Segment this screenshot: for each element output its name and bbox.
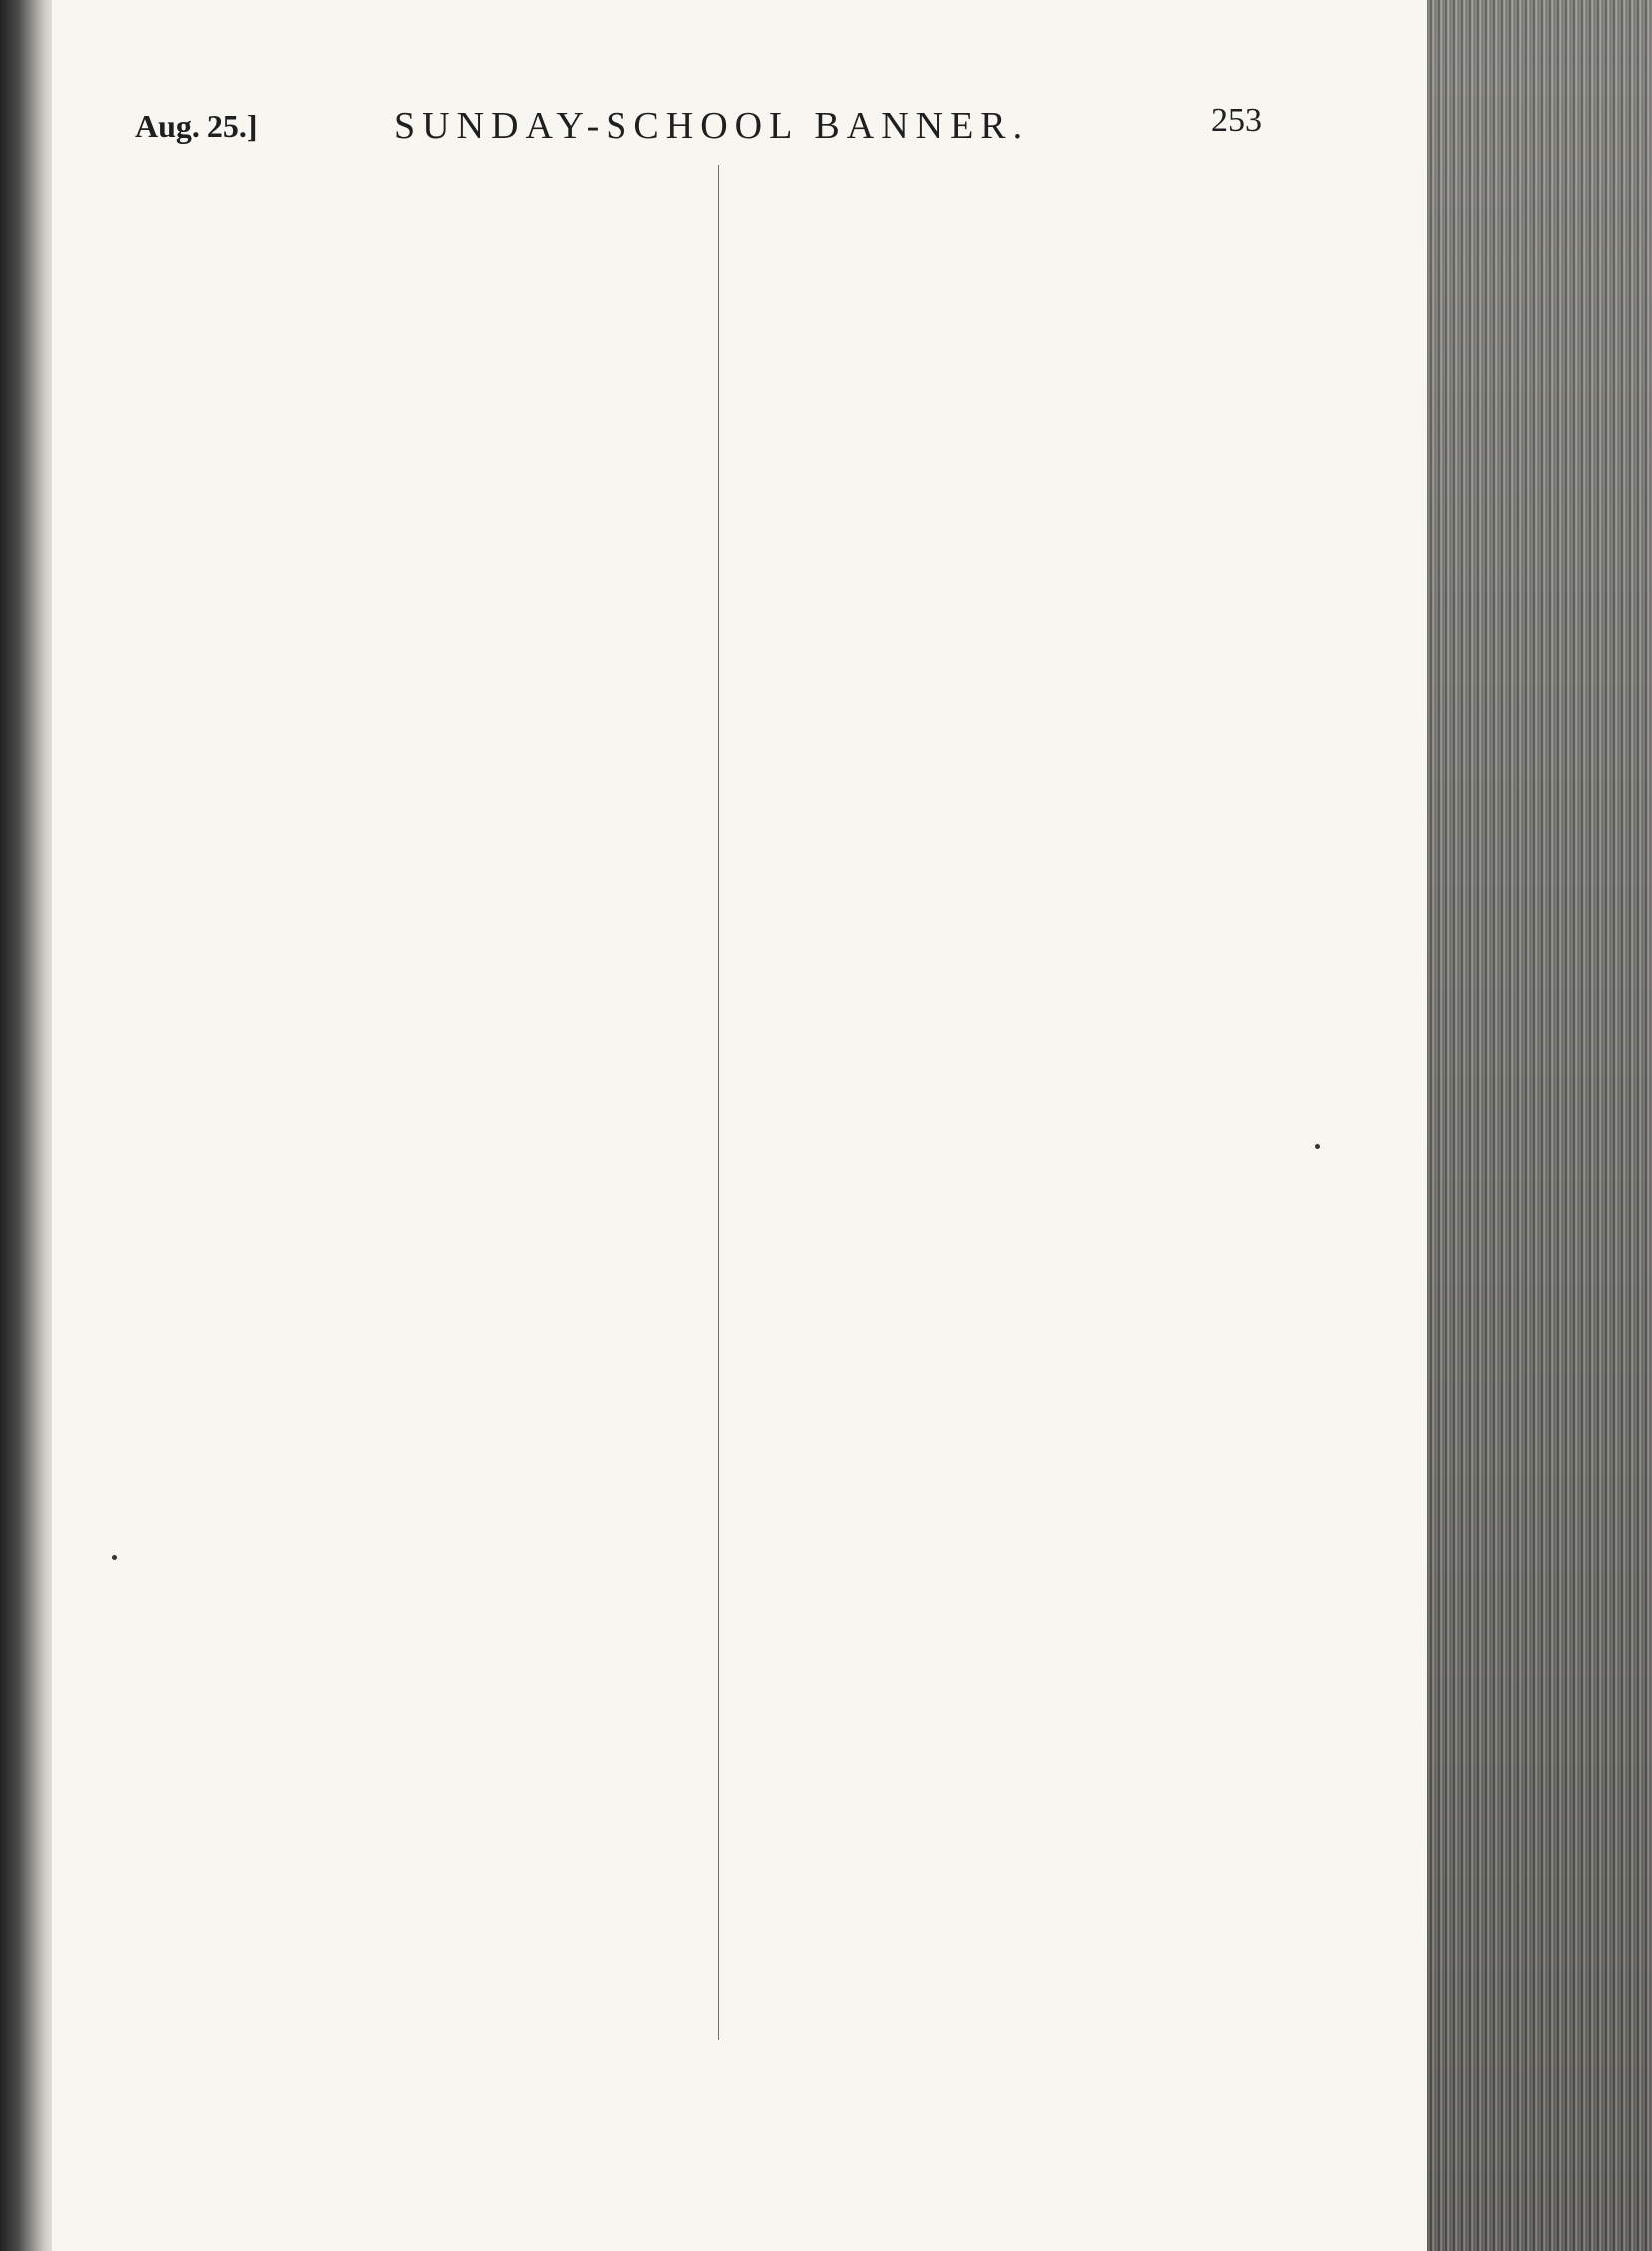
column-divider [718, 165, 719, 2040]
book-gutter [0, 0, 60, 2251]
page-edges [1427, 0, 1652, 2251]
issue-date: Aug. 25.] [135, 108, 258, 144]
stray-mark [112, 1555, 117, 1560]
stray-mark [1315, 1144, 1320, 1149]
book-page [52, 0, 1427, 2251]
page-header [135, 98, 1262, 158]
publication-title: SUNDAY-SCHOOL BANNER. [394, 105, 1030, 147]
page-number: 253 [1211, 102, 1262, 139]
